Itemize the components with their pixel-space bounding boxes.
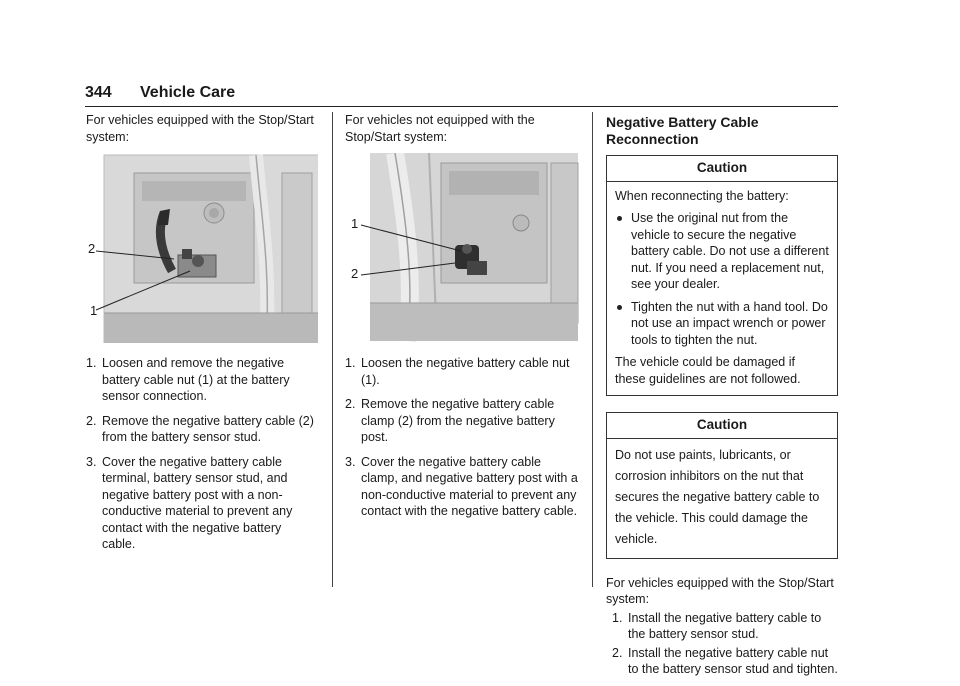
step-text: Remove the negative battery cable (2) from the battery sensor stud.	[102, 413, 314, 444]
step-text: Cover the negative battery cable terminal, battery sensor stud, and negative battery post with a non-conductive material to prevent any contact with the negative battery cable.	[102, 454, 293, 551]
column-reconnection	[606, 112, 838, 686]
battery-figure-stop-start	[86, 153, 318, 343]
battery-figure-non-stop-start	[345, 153, 580, 343]
callout-label-1: 1	[351, 216, 359, 231]
step-list	[86, 355, 318, 553]
list-item	[86, 413, 318, 446]
caution-box	[606, 412, 838, 559]
caution-title: Caution	[607, 413, 837, 439]
step-number: 1.	[345, 356, 356, 370]
step-text: Loosen the negative battery cable nut (1).	[361, 356, 570, 387]
list-item	[615, 210, 829, 293]
caution-text: Do not use paints, lubricants, or corrosion inhibitors on the nut that secures the negative battery cable to the vehicle. This could damage the vehicle.	[615, 447, 820, 546]
page-header	[85, 82, 838, 107]
step-number: 3.	[345, 454, 356, 469]
list-item	[345, 355, 580, 388]
bullet-text: Tighten the nut with a hand tool. Do not use an impact wrench or power tools to tighten the nut.	[631, 299, 828, 347]
step-number: 2.	[345, 397, 356, 411]
caution-lead: When reconnecting the battery:	[615, 188, 789, 203]
list-item	[612, 610, 838, 643]
list-item	[612, 645, 838, 678]
caution-bullets	[615, 210, 829, 348]
step-text: Cover the negative battery cable clamp, and negative battery post with a non-conductive material to prevent any contact with the negative battery cable.	[361, 454, 578, 518]
caution-box	[606, 155, 838, 396]
list-item	[345, 396, 580, 446]
step-number: 3.	[86, 454, 97, 469]
page-number: 344	[85, 84, 112, 101]
step-number: 2.	[612, 645, 623, 660]
caution-title: Caution	[607, 156, 837, 182]
list-item	[615, 299, 829, 349]
callout-label-2: 2	[351, 266, 359, 281]
step-list	[606, 610, 838, 678]
list-item	[86, 355, 318, 405]
intro-text: For vehicles equipped with the Stop/Start system:	[86, 113, 314, 144]
section-heading: Negative Battery Cable Reconnection	[606, 114, 759, 147]
intro-text: For vehicles equipped with the Stop/Start system:	[606, 575, 834, 606]
step-text: Install the negative battery cable nut to the battery sensor stud and tighten.	[628, 645, 838, 676]
caution-closing: The vehicle could be damaged if these guidelines are not followed.	[615, 355, 801, 386]
column-stop-start-removal	[86, 112, 318, 561]
step-list	[345, 355, 580, 520]
battery-illustration	[86, 153, 318, 343]
intro-text: For vehicles not equipped with the Stop/Start system:	[345, 113, 535, 144]
step-number: 1.	[612, 610, 623, 625]
column-divider	[332, 112, 333, 587]
battery-illustration	[345, 153, 580, 343]
list-item	[345, 454, 580, 520]
bullet-icon	[617, 305, 622, 310]
column-divider	[592, 112, 593, 587]
step-number: 1.	[86, 356, 97, 370]
bullet-text: Use the original nut from the vehicle to secure the negative battery cable. Do not use a different nut. If you need a replacement nut, see your dealer.	[631, 211, 829, 291]
callout-label-2: 2	[88, 241, 96, 256]
bullet-icon	[617, 216, 622, 221]
callout-label-1: 1	[90, 303, 98, 318]
list-item	[86, 454, 318, 553]
step-text: Remove the negative battery cable clamp (2) from the negative battery post.	[361, 397, 555, 444]
column-non-stop-start-removal	[345, 112, 580, 528]
step-text: Install the negative battery cable to the battery sensor stud.	[628, 610, 822, 641]
section-title: Vehicle Care	[140, 84, 236, 101]
step-number: 2.	[86, 413, 97, 428]
step-text: Loosen and remove the negative battery cable nut (1) at the battery sensor connection.	[102, 356, 290, 403]
